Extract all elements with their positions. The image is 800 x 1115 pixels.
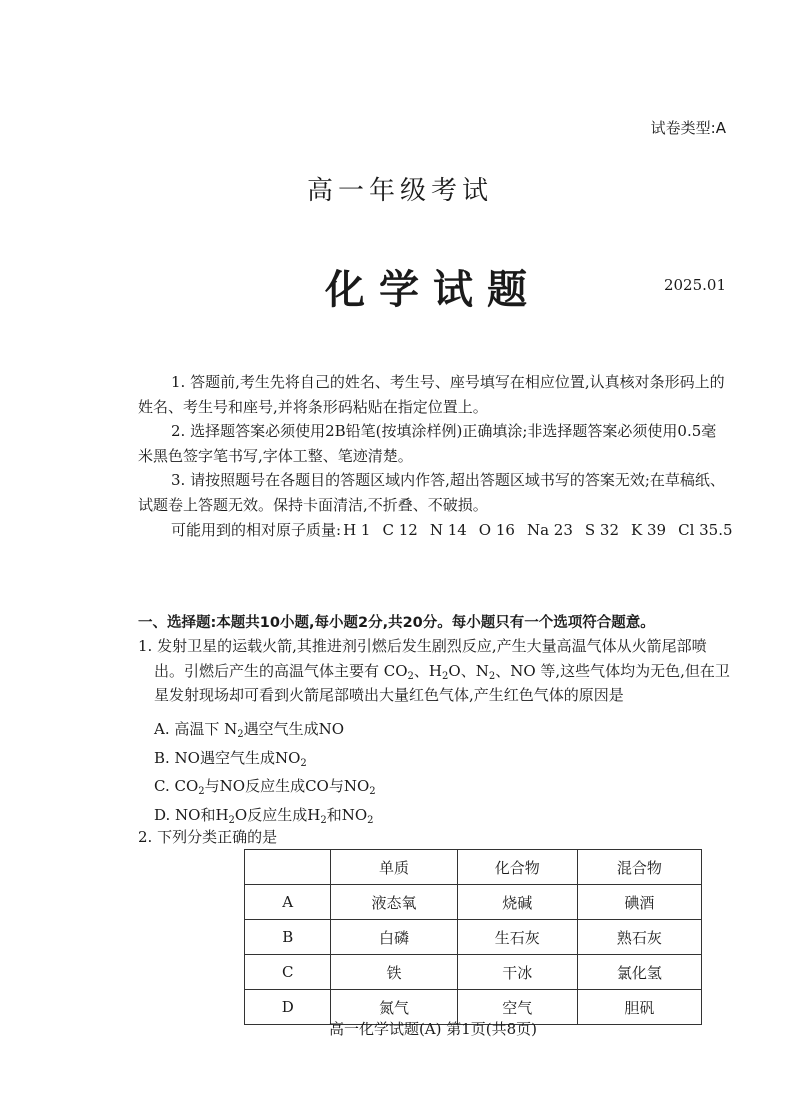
page-title: 化学试题	[325, 267, 541, 313]
question-1-stem: 1. 发射卫星的运载火箭,其推进剂引燃后发生剧烈反应,产生大量高温气体从火箭尾部喷出。引燃后产生的高温气体主要有 $CO_2$、$H_2O$、$N_2$、NO 等,这些气体均为无色,但在卫星发射现场却可看到火箭尾部喷出大量红色气体,产生红色气体的原因是	[138, 637, 730, 704]
table-cell: 干冰	[457, 955, 577, 990]
atomic-mass-item: H 1	[343, 521, 371, 539]
table-row	[245, 885, 702, 920]
table-cell: 氯化氢	[577, 955, 701, 990]
table-header-cell: 化合物	[457, 850, 577, 885]
table-header-cell	[245, 850, 331, 885]
table-cell: A	[245, 885, 331, 920]
table-row	[245, 955, 702, 990]
section-heading: 一、选择题:本题共10小题,每小题2分,共20分。每小题只有一个选项符合题意。	[138, 615, 655, 631]
table-cell: B	[245, 920, 331, 955]
atomic-mass-item: Cl 35.5	[678, 521, 733, 539]
table-cell: 生石灰	[457, 920, 577, 955]
option-c: C. $CO_2$与NO反应生成CO与$NO_2$	[154, 777, 376, 797]
paper-type-label: 试卷类型:A	[650, 119, 726, 137]
table-cell: 胆矾	[577, 990, 701, 1025]
table-header-cell: 混合物	[577, 850, 701, 885]
table-cell: 空气	[457, 990, 577, 1025]
atomic-masses	[171, 519, 745, 540]
table-cell: C	[245, 955, 331, 990]
instruction-1: 1. 答题前,考生先将自己的姓名、考生号、座号填写在相应位置,认真核对条形码上的姓名、考生号和座号,并将条形码粘贴在指定位置上。	[138, 373, 725, 416]
instructions	[138, 370, 730, 517]
option-a: A. 高温下 $N_2$遇空气生成NO	[154, 720, 345, 740]
atomic-mass-item: K 39	[631, 521, 667, 539]
page-footer: 高一化学试题(A) 第1页(共8页)	[328, 1020, 538, 1038]
instruction-3: 3. 请按照题号在各题目的答题区域内作答,超出答题区域书写的答案无效;在草稿纸、试题卷上答题无效。保持卡面清洁,不折叠、不破损。	[138, 471, 725, 514]
table-row	[245, 920, 702, 955]
instruction-2: 2. 选择题答案必须使用2B铅笔(按填涂样例)正确填涂;非选择题答案必须使用0.5毫米黑色签字笔书写,字体工整、笔迹清楚。	[138, 422, 717, 465]
option-d: D. NO和$H_2O$反应生成$H_2$和$NO_2$	[154, 805, 374, 826]
atomic-mass-item: C 12	[382, 521, 418, 539]
table-cell: 碘酒	[577, 885, 701, 920]
table-cell: 烧碱	[457, 885, 577, 920]
question-1	[138, 634, 730, 708]
option-b: B. NO遇空气生成$NO_2$	[154, 748, 307, 769]
exam-date: 2025.01	[663, 276, 726, 294]
atomic-mass-item: Na 23	[526, 521, 573, 539]
atomic-masses-label: 可能用到的相对原子质量:	[171, 521, 342, 539]
atomic-mass-item: O 16	[478, 521, 515, 539]
atomic-mass-item: S 32	[584, 521, 620, 539]
table-header-cell: 单质	[331, 850, 457, 885]
table-cell: D	[245, 990, 331, 1025]
atomic-mass-item: N 14	[429, 521, 467, 539]
table-header-row	[245, 850, 702, 885]
question-1-options	[154, 715, 376, 829]
table-cell: 白磷	[331, 920, 457, 955]
table-cell: 液态氧	[331, 885, 457, 920]
grade-title: 高一年级考试	[306, 176, 493, 206]
table-cell: 氮气	[331, 990, 457, 1025]
classification-table	[244, 849, 702, 1025]
table-cell: 铁	[331, 955, 457, 990]
table-cell: 熟石灰	[577, 920, 701, 955]
question-2-stem: 2. 下列分类正确的是	[138, 828, 278, 846]
